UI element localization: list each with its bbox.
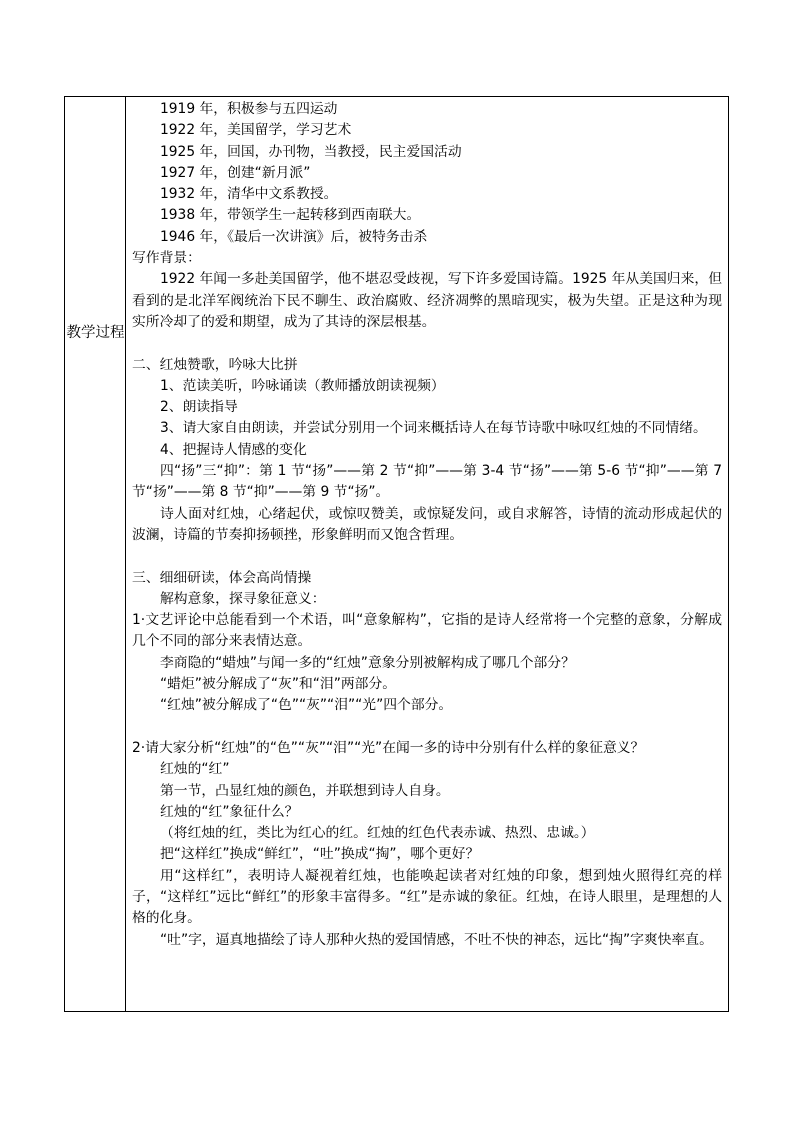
section3-heading: 三、细细研读，体会高尚情操 xyxy=(132,569,312,586)
timeline-item: 1922 年，美国留学，学习艺术 xyxy=(160,122,352,139)
red-point: 把“这样红”换成“鲜红”，“吐”换成“掏”，哪个更好？ xyxy=(160,846,480,863)
timeline-item: 1938 年，带领学生一起转移到西南联大。 xyxy=(160,207,421,224)
label-cell xyxy=(65,97,126,1011)
background-text: 1922 年闻一多赴美国留学，他不堪忍受歧视，写下许多爱国诗篇。1925 年从美国归来，但看到的是北洋军阀统治下民不聊生、政治腐败、经济凋弊的黑暗现实，极为失望。正是这种为现实所冷却了的爱和期望，成为了其诗的深层根基。 xyxy=(132,271,722,330)
question-2: 2·请大家分析“红烛”的“色”“灰”“泪”“光”在闻一多的诗中分别有什么样的象征意义？ xyxy=(132,739,645,756)
spacer xyxy=(132,546,722,567)
lesson-table xyxy=(64,96,729,1012)
red-explanation: “吐”字，逼真地描绘了诗人那种火热的爱国情感，不吐不快的神态，远比“掏”字爽快率直。 xyxy=(160,931,713,948)
spacer xyxy=(132,717,722,738)
section2-heading: 二、红烛赞歌，吟咏大比拼 xyxy=(132,356,298,373)
red-point: （将红烛的红，类比为红心的红。红烛的红色代表赤诚、热烈、忠诚。） xyxy=(160,825,595,842)
timeline-item: 1927 年，创建“新月派” xyxy=(160,164,311,181)
section3-subheading: 解构意象，探寻象征意义： xyxy=(160,590,326,607)
section2-pattern: 四“扬”三“抑”：第 1 节“扬”——第 2 节“抑”——第 3-4 节“扬”——第 5-6 节“抑”——第 7 节“扬”——第 8 节“抑”——第 9 节“扬”。 xyxy=(132,463,722,501)
question-1-answer: “红烛”被分解成了“色”“灰”“泪”“光”四个部分。 xyxy=(160,697,453,714)
red-point: 红烛的“红”象征什么？ xyxy=(160,803,299,820)
section2-step: 3、请大家自由朗读，并尝试分别用一个词来概括诗人在每节诗歌中咏叹红烛的不同情绪。 xyxy=(160,420,707,437)
timeline-item: 1946 年，《最后一次讲演》后，被特务击杀 xyxy=(160,228,428,245)
section2-step: 1、范读美听，吟咏诵读（教师播放朗读视频） xyxy=(160,377,445,394)
section-label: 教学过程 xyxy=(66,325,125,341)
spacer xyxy=(132,333,722,354)
section2-summary: 诗人面对红烛，心绪起伏，或惊叹赞美，或惊疑发问，或自求解答，诗情的流动形成起伏的波澜，诗篇的节奏抑扬顿挫，形象鲜明而又饱含哲理。 xyxy=(132,505,722,543)
question-1-ask: 李商隐的“蜡烛”与闻一多的“红烛”意象分别被解构成了哪几个部分？ xyxy=(160,654,575,671)
red-point: 第一节，凸显红烛的颜色，并联想到诗人自身。 xyxy=(160,782,450,799)
question-1: 1·文艺评论中总能看到一个术语，叫“意象解构”，它指的是诗人经常将一个完整的意象，分解成几个不同的部分来表情达意。 xyxy=(132,612,722,650)
section2-step: 4、把握诗人情感的变化 xyxy=(160,441,307,458)
red-explanation: 用“这样红”，表明诗人凝视着红烛，也能唤起读者对红烛的印象，想到烛火照得红亮的样子，“这样红”远比“鲜红”的形象丰富得多。“红”是赤诚的象征。红烛，在诗人眼里，是理想的人格的化身。 xyxy=(132,867,722,927)
question-1-answer: “蜡炬”被分解成了“灰”和“泪”两部分。 xyxy=(160,676,397,693)
section2-step: 2、朗读指导 xyxy=(160,399,238,416)
red-title: 红烛的“红” xyxy=(160,761,230,778)
timeline-item: 1932 年，清华中文系教授。 xyxy=(160,186,338,203)
content-body xyxy=(132,99,722,951)
timeline-item: 1919 年，积极参与五四运动 xyxy=(160,101,338,117)
timeline-item: 1925 年，回国，办刊物，当教授，民主爱国活动 xyxy=(160,143,462,160)
content-cell xyxy=(126,97,728,1011)
background-heading: 写作背景： xyxy=(132,250,201,267)
